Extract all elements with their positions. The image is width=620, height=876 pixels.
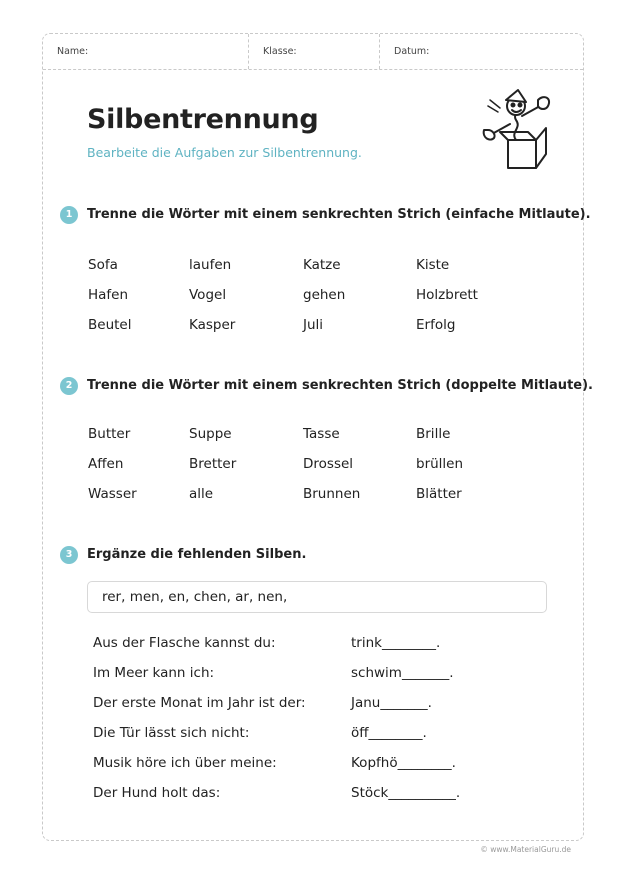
word-item: Sofa	[88, 257, 118, 273]
word-item: Wasser	[88, 486, 137, 502]
header-row	[43, 34, 583, 70]
word-item: Kasper	[189, 317, 236, 333]
word-item: Blätter	[416, 486, 462, 502]
word-item: Tasse	[303, 426, 340, 442]
word-item: alle	[189, 486, 214, 502]
answer-blank[interactable]: Stöck__________.	[351, 785, 461, 801]
answer-blank[interactable]: trink________.	[351, 635, 441, 651]
page-title: Silbentrennung	[87, 104, 319, 135]
word-item: Katze	[303, 257, 341, 273]
word-item: Drossel	[303, 456, 354, 472]
word-item: Affen	[88, 456, 124, 472]
class-label: Klasse:	[263, 46, 297, 57]
task-3-number-badge: 3	[60, 546, 78, 564]
word-item: Juli	[303, 317, 324, 333]
task-1-number-badge: 1	[60, 206, 78, 224]
answer-blank[interactable]: schwim_______.	[351, 665, 454, 681]
sentence-question: Der erste Monat im Jahr ist der:	[93, 695, 306, 711]
date-field[interactable]	[380, 34, 585, 69]
page-subtitle: Bearbeite die Aufgaben zur Silbentrennung.	[87, 145, 362, 160]
word-item: Vogel	[189, 287, 227, 303]
word-item: Kiste	[416, 257, 450, 273]
word-item: Holzbrett	[416, 287, 478, 303]
jack-in-the-box-icon	[480, 88, 560, 172]
task-3-instruction: Ergänze die fehlenden Silben.	[87, 547, 307, 562]
word-item: Brille	[416, 426, 451, 442]
word-item: Suppe	[189, 426, 232, 442]
task-2-number-badge: 2	[60, 377, 78, 395]
sentence-question: Aus der Flasche kannst du:	[93, 635, 276, 651]
word-item: Beutel	[88, 317, 132, 333]
task-2-instruction: Trenne die Wörter mit einem senkrechten Strich (doppelte Mitlaute).	[87, 378, 593, 393]
copyright-footer: © www.MaterialGuru.de	[480, 845, 571, 854]
syllable-word-box: rer, men, en, chen, ar, nen,	[87, 581, 547, 613]
name-label: Name:	[57, 46, 89, 57]
sentence-question: Der Hund holt das:	[93, 785, 221, 801]
word-item: Butter	[88, 426, 131, 442]
word-item: Hafen	[88, 287, 129, 303]
answer-blank[interactable]: öff________.	[351, 725, 427, 741]
name-field[interactable]	[43, 34, 249, 69]
task-1-instruction: Trenne die Wörter mit einem senkrechten Strich (einfache Mitlaute).	[87, 207, 591, 222]
answer-blank[interactable]: Janu_______.	[351, 695, 432, 711]
word-item: brüllen	[416, 456, 464, 472]
word-item: gehen	[303, 287, 346, 303]
sentence-question: Im Meer kann ich:	[93, 665, 215, 681]
class-field[interactable]	[249, 34, 380, 69]
word-item: laufen	[189, 257, 232, 273]
word-item: Erfolg	[416, 317, 456, 333]
sentence-question: Musik höre ich über meine:	[93, 755, 277, 771]
answer-blank[interactable]: Kopfhö________.	[351, 755, 456, 771]
word-item: Brunnen	[303, 486, 361, 502]
word-item: Bretter	[189, 456, 237, 472]
sentence-question: Die Tür lässt sich nicht:	[93, 725, 250, 741]
date-label: Datum:	[394, 46, 430, 57]
